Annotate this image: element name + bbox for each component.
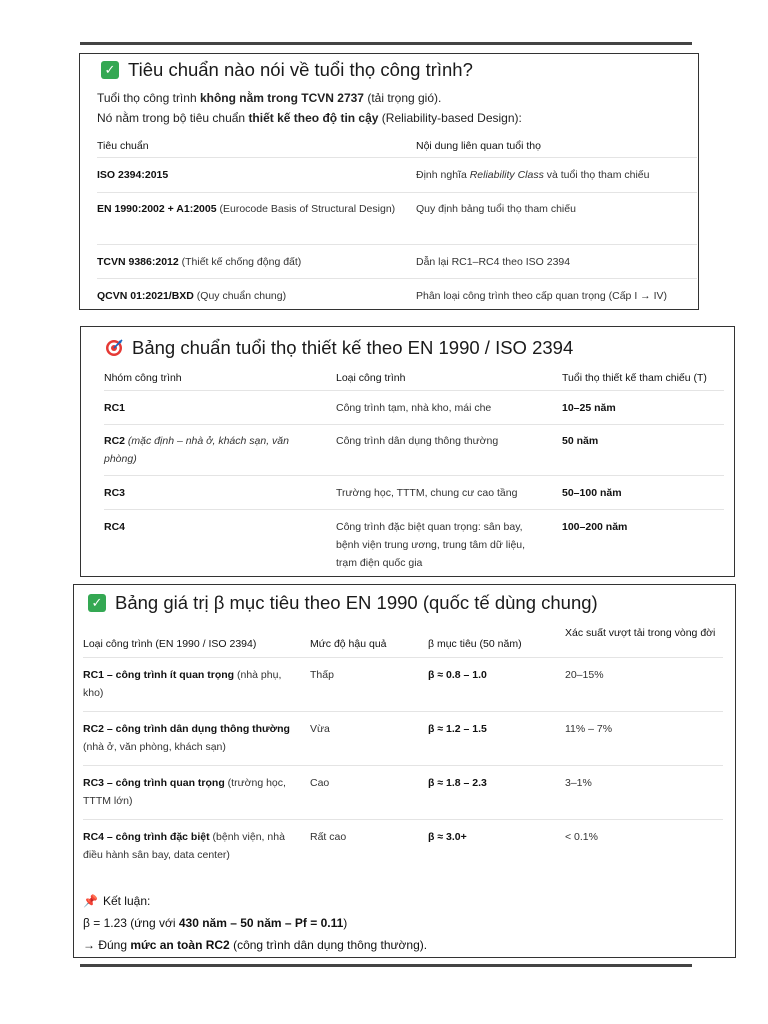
divider [97, 192, 697, 193]
table-cell: β ≈ 3.0+ [428, 831, 467, 843]
table-header: Mức độ hậu quả [310, 638, 387, 650]
table-cell: 20–15% [565, 669, 604, 681]
table-cell: RC4 – công trình đặc biệt (bệnh viện, nhà điều hành sân bay, data center) [83, 831, 285, 861]
divider [97, 244, 697, 245]
table-cell: 50 năm [562, 435, 599, 447]
check-icon: ✓ [101, 61, 119, 79]
check-icon: ✓ [88, 594, 106, 612]
table-cell: β ≈ 1.2 – 1.5 [428, 723, 487, 735]
table-cell: Vừa [310, 723, 330, 735]
table-header: Loại công trình [336, 372, 406, 384]
conclusion-line-1: β = 1.23 (ứng với 430 năm – 50 năm – Pf = 0.11) [83, 916, 348, 930]
divider [104, 390, 724, 391]
table-cell: TCVN 9386:2012 (Thiết kế chống động đất) [97, 256, 302, 268]
table-cell: Phân loại công trình theo cấp quan trọng (Cấp I → IV) [416, 290, 667, 302]
section1-title: ✓ Tiêu chuẩn nào nói về tuổi thọ công trình? [101, 59, 473, 81]
target-icon [105, 339, 123, 357]
table-cell: RC1 – công trình ít quan trọng (nhà phụ, kho) [83, 669, 282, 699]
divider [104, 509, 724, 510]
table-header: Loại công trình (EN 1990 / ISO 2394) [83, 638, 257, 650]
reliability-standards-card [79, 53, 699, 310]
divider [97, 278, 697, 279]
table-header: Tiêu chuẩn [97, 140, 149, 152]
section2-title: Bảng chuẩn tuổi thọ thiết kế theo EN 1990 / ISO 2394 [105, 337, 573, 359]
table-cell: Dẫn lại RC1–RC4 theo ISO 2394 [416, 256, 571, 268]
table-cell: < 0.1% [565, 831, 598, 843]
conclusion-label: 📌 Kết luận: [83, 894, 151, 908]
table-header: β mục tiêu (50 năm) [428, 638, 522, 650]
pin-icon: 📌 [83, 894, 98, 908]
table-cell: RC3 – công trình quan trọng (trường học, TTTM lớn) [83, 777, 286, 807]
divider [104, 475, 724, 476]
bottom-rule [80, 964, 692, 967]
table-cell: Rất cao [310, 831, 347, 843]
divider [83, 765, 723, 766]
table-cell: Công trình tạm, nhà kho, mái che [336, 402, 492, 414]
table-cell: RC2 (mặc định – nhà ở, khách sạn, văn phòng) [104, 435, 289, 465]
design-life-card [80, 326, 735, 577]
table-cell: Quy định bảng tuổi thọ tham chiếu [416, 203, 576, 215]
table-cell: 10–25 năm [562, 402, 616, 414]
section1-paragraph-1: Tuổi thọ công trình không nằm trong TCVN 2737 (tải trọng gió). [97, 91, 442, 105]
table-cell: 11% – 7% [565, 723, 613, 735]
table-cell: Công trình đặc biệt quan trọng: sân bay, bệnh viện trung ương, trung tâm dữ liệu, trạm điện quốc gia [336, 521, 526, 569]
target-beta-card [73, 584, 736, 958]
table-header: Xác suất vượt tải trong vòng đời [565, 627, 716, 639]
divider [83, 711, 723, 712]
table-cell: EN 1990:2002 + A1:2005 (Eurocode Basis of Structural Design) [97, 203, 396, 215]
divider [83, 819, 723, 820]
divider [97, 157, 697, 158]
table-cell: RC2 – công trình dân dụng thông thường (nhà ở, văn phòng, khách sạn) [83, 723, 290, 753]
divider [104, 424, 724, 425]
table-cell: Trường học, TTTM, chung cư cao tầng [336, 487, 518, 499]
table-cell: 50–100 năm [562, 487, 622, 499]
table-cell: Định nghĩa Reliability Class và tuổi thọ tham chiếu [416, 169, 650, 181]
top-rule [80, 42, 692, 45]
table-cell: RC3 [104, 487, 126, 499]
table-cell: Công trình dân dụng thông thường [336, 435, 499, 447]
section1-paragraph-2: Nó nằm trong bộ tiêu chuẩn thiết kế theo độ tin cậy (Reliability-based Design): [97, 111, 522, 125]
table-header: Nội dung liên quan tuổi thọ [416, 140, 541, 152]
table-cell: RC4 [104, 521, 126, 533]
table-cell: β ≈ 1.8 – 2.3 [428, 777, 487, 789]
table-cell: QCVN 01:2021/BXD (Quy chuẩn chung) [97, 290, 287, 302]
table-cell: β ≈ 0.8 – 1.0 [428, 669, 487, 681]
table-cell: 100–200 năm [562, 521, 628, 533]
table-cell: Thấp [310, 669, 334, 681]
table-cell: ISO 2394:2015 [97, 169, 169, 181]
table-header: Nhóm công trình [104, 372, 182, 384]
table-cell: RC1 [104, 402, 126, 414]
table-cell: 3–1% [565, 777, 592, 789]
table-cell: Cao [310, 777, 330, 789]
conclusion-line-2: → Đúng mức an toàn RC2 (công trình dân dụng thông thường). [83, 938, 428, 952]
section3-title: ✓ Bảng giá trị β mục tiêu theo EN 1990 (quốc tế dùng chung) [88, 592, 598, 614]
divider [83, 657, 723, 658]
table-header: Tuổi thọ thiết kế tham chiếu (T) [562, 372, 707, 384]
